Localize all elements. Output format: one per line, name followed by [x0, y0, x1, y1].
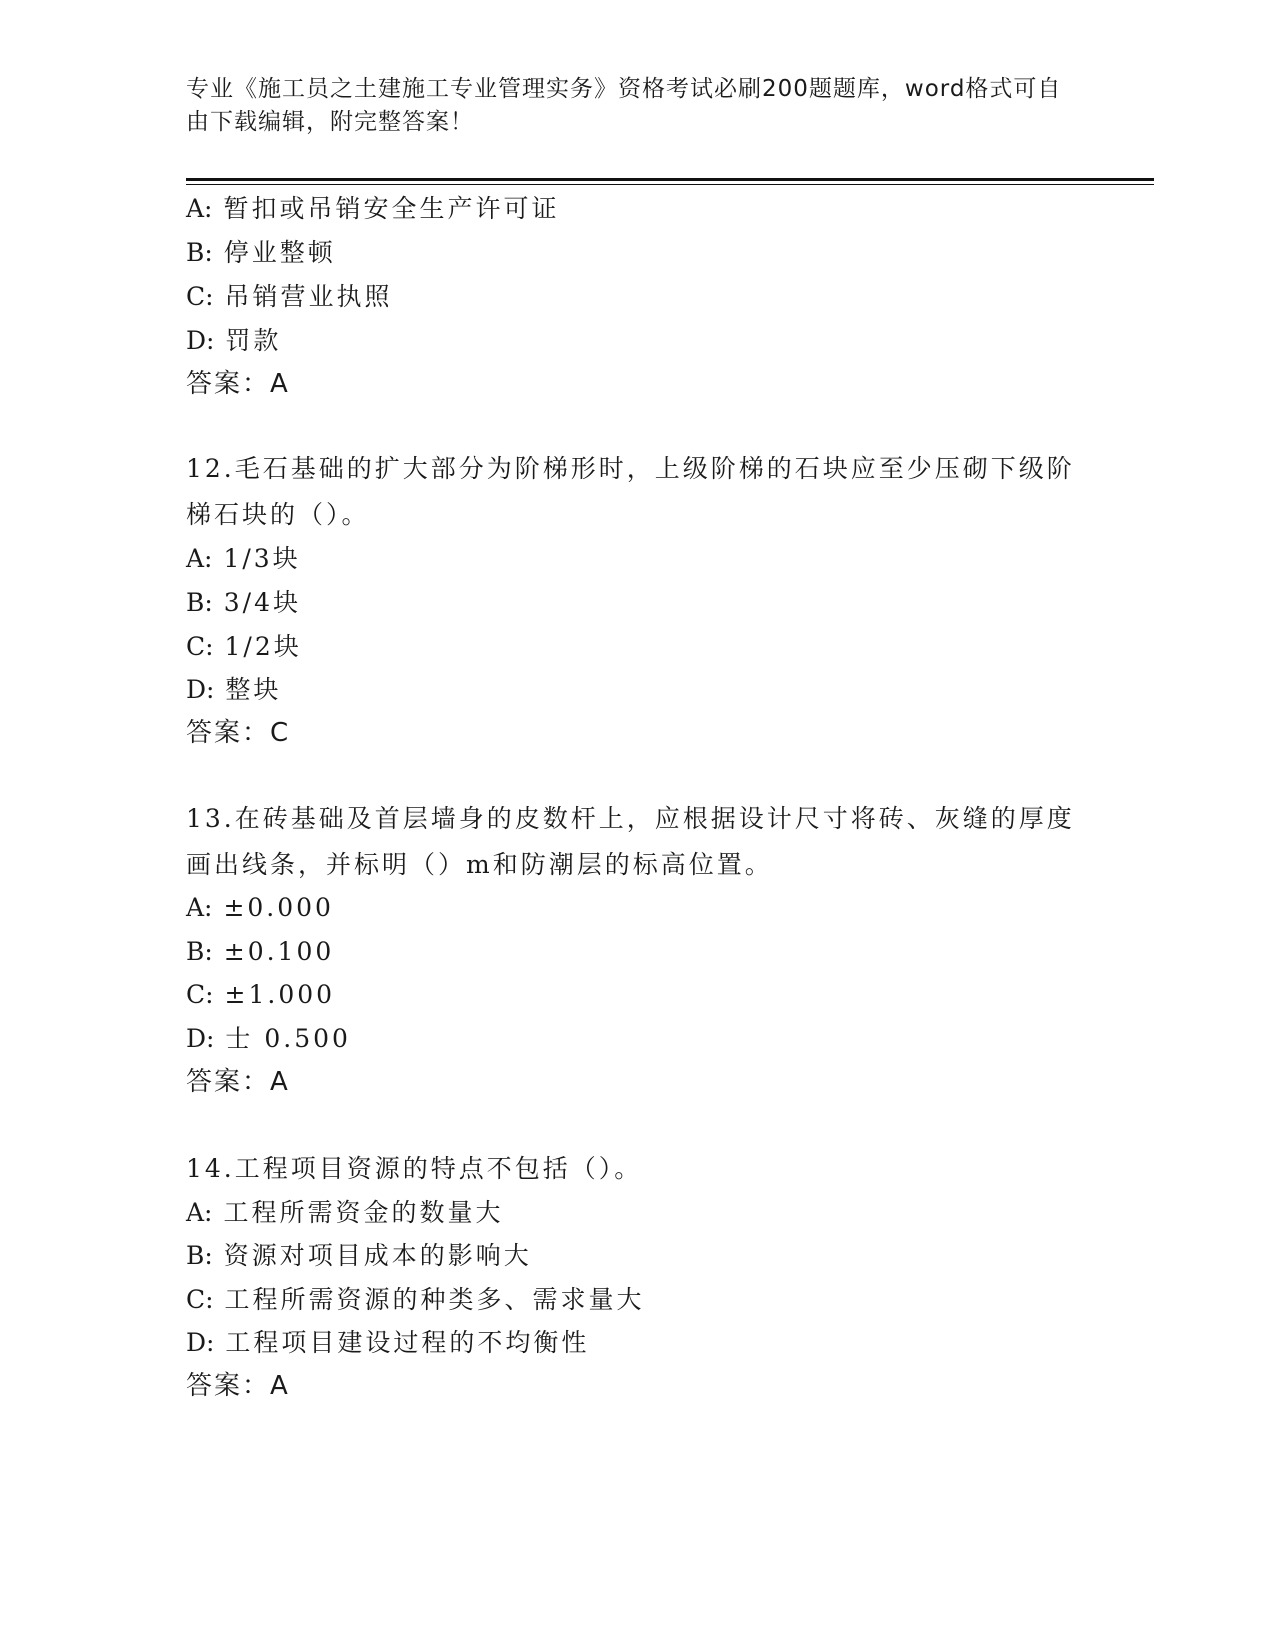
option-label: C: [186, 632, 214, 661]
q12-option-d [186, 675, 281, 705]
q12-option-a [186, 544, 301, 574]
q13-option-c [186, 980, 335, 1010]
option-label: A: [186, 194, 213, 223]
option-label: C: [186, 282, 214, 311]
option-label: B: [186, 937, 213, 966]
option-label: A: [186, 1198, 213, 1227]
option-text: ±0.000 [223, 893, 334, 922]
q13-option-b [186, 937, 334, 967]
option-text: 吊销营业执照 [224, 282, 393, 311]
option-label: D: [186, 1328, 215, 1357]
option-text: 工程所需资金的数量大 [223, 1198, 504, 1227]
option-text: 暂扣或吊销安全生产许可证 [223, 194, 560, 223]
option-label: D: [186, 675, 215, 704]
q14-answer: 答案：A [186, 1371, 290, 1401]
q11-option-b [186, 238, 336, 268]
q12-answer: 答案：C [186, 718, 291, 748]
q12-option-b [186, 588, 301, 618]
option-label: B: [186, 588, 213, 617]
q14-option-d [186, 1328, 589, 1358]
document-header: 专业《施工员之土建施工专业管理实务》资格考试必刷200题题库，word格式可自由下载编辑，附完整答案！ [186, 76, 1062, 135]
q11-option-d [186, 326, 281, 356]
option-text: 工程项目建设过程的不均衡性 [225, 1328, 590, 1357]
option-text: 士 0.500 [225, 1024, 351, 1053]
option-label: B: [186, 238, 213, 267]
option-label: B: [186, 1241, 213, 1270]
q12-question: 12.毛石基础的扩大部分为阶梯形时，上级阶梯的石块应至少压砌下级阶梯石块的（）。 [186, 454, 1075, 529]
option-text: 停业整顿 [223, 238, 336, 267]
q13-question: 13.在砖基础及首层墙身的皮数杆上，应根据设计尺寸将砖、灰缝的厚度画出线条，并标明（）m和防潮层的标高位置。 [186, 804, 1075, 879]
option-text: 罚款 [225, 326, 282, 355]
q11-answer: 答案：A [186, 369, 290, 399]
option-text: 工程所需资源的种类多、需求量大 [224, 1285, 645, 1314]
option-text: 整块 [225, 675, 282, 704]
option-text: ±0.100 [223, 937, 335, 966]
q11-option-a [186, 194, 559, 224]
q13-answer: 答案：A [186, 1067, 290, 1097]
q14-question: 14.工程项目资源的特点不包括（）。 [186, 1154, 643, 1183]
option-label: D: [186, 1024, 215, 1053]
q14-option-b [186, 1241, 532, 1271]
option-text: 资源对项目成本的影响大 [223, 1241, 532, 1270]
option-text: 1/3块 [223, 544, 301, 573]
q12-option-c [186, 632, 302, 662]
option-text: ±1.000 [224, 980, 336, 1009]
q14-option-a [186, 1198, 503, 1228]
q11-option-c [186, 282, 393, 312]
option-label: C: [186, 980, 214, 1009]
q13-option-d [186, 1024, 351, 1054]
option-label: D: [186, 326, 215, 355]
option-text: 3/4块 [223, 588, 301, 617]
option-label: A: [186, 893, 213, 922]
option-label: C: [186, 1285, 214, 1314]
header-rule-thick [186, 178, 1154, 181]
q14-option-c [186, 1285, 645, 1315]
option-label: A: [186, 544, 213, 573]
option-text: 1/2块 [224, 632, 302, 661]
header-rule-thin [186, 184, 1154, 185]
q13-option-a [186, 893, 334, 923]
